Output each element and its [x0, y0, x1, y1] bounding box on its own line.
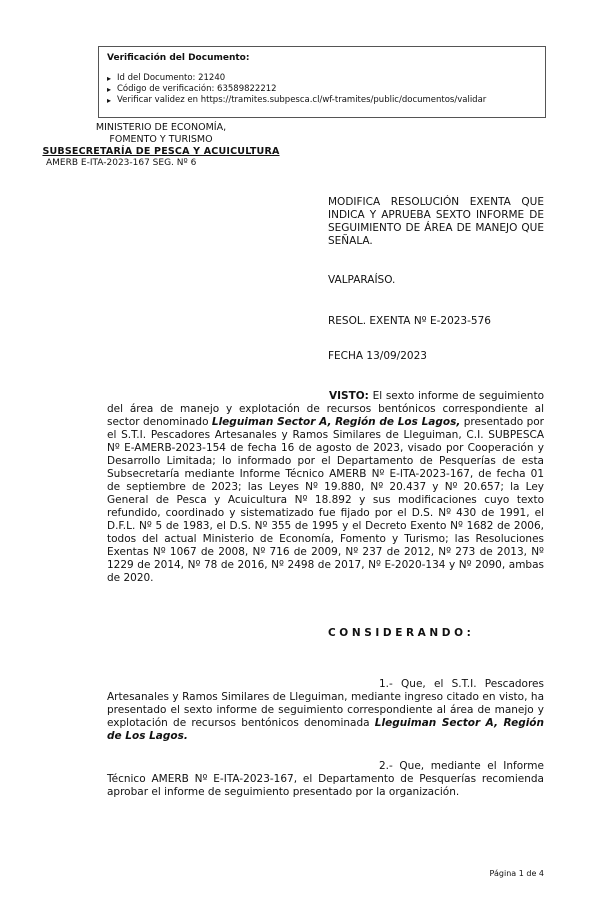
- amerb-reference: AMERB E-ITA-2023-167 SEG. Nº 6: [46, 158, 197, 168]
- visto-text-1: El sexto informe de seguimiento del área de manejo y explotación de recursos bentónicos correspondiente al sector denominado: [107, 390, 544, 428]
- verification-title: Verificación del Documento:: [107, 53, 250, 63]
- visto-text-2: presentado por el S.T.I. Pescadores Artesanales y Ramos Similares de Lleguiman, C.I. SUBPESCA Nº E-AMERB-2023-154 de fecha 16 de agosto de 2023, visado por Cooperación y Desarrollo Limitada; lo informado por el Departamento de Pesquerías de esta Subsecretaría mediante Informe Técnico AMERB Nº E-ITA-2023-167, de fecha 01 de septiembre de 2023; las Leyes Nº 19.880, Nº 20.437 y Nº 20.657; la Ley General de Pesca y Acuicultura Nº 18.892 y sus modificaciones cuyo texto refundido, coordinado y sistematizado fue fijado por el D.S. Nº 430 de 1991, el D.F.L. Nº 5 de 1983, el D.S. Nº 355 de 1995 y el Decreto Exento Nº 1682 de 2006, todos del actual Ministerio de Economía, Fomento y Turismo; las Resoluciones Exentas Nº 1067 de 2008, Nº 716 de 2009, Nº 237 de 2012, Nº 273 de 2013, Nº 1229 de 2014, Nº 78 de 2016, Nº 2498 de 2017, Nº E-2020-134 y Nº 2090, ambas de 2020.: [107, 416, 544, 584]
- resolution-place: VALPARAÍSO.: [328, 274, 396, 286]
- page-number: Página 1 de 4: [489, 869, 544, 878]
- resolution-title: MODIFICA RESOLUCIÓN EXENTA QUE INDICA Y APRUEBA SEXTO INFORME DE SEGUIMIENTO DE ÁREA DE MANEJO QUE SEÑALA.: [328, 196, 544, 247]
- verification-box: [98, 46, 546, 118]
- subsecretaria-heading: SUBSECRETARÍA DE PESCA Y ACUICULTURA: [42, 146, 280, 157]
- visto-label: VISTO:: [329, 390, 369, 402]
- verification-item-id: ▸ Id del Documento: 21240: [107, 73, 537, 84]
- visto-sector: Lleguiman Sector A, Región de Los Lagos,: [211, 416, 461, 428]
- ministry-line-2: FOMENTO Y TURISMO: [109, 134, 213, 145]
- resolution-number: RESOL. EXENTA Nº E-2023-576: [328, 315, 491, 327]
- verification-item-url[interactable]: ▸ Verificar validez en https://tramites.subpesca.cl/wf-tramites/public/documentos/validar: [107, 95, 537, 106]
- ministry-line-1: MINISTERIO DE ECONOMÍA,: [95, 122, 227, 133]
- resolution-date: FECHA 13/09/2023: [328, 350, 427, 362]
- considerando-item-1: [107, 678, 544, 743]
- visto-paragraph: [107, 390, 544, 585]
- ministry-header: [36, 122, 286, 158]
- considerando-heading: CONSIDERANDO:: [328, 627, 475, 639]
- considerando-item-2: 2.- Que, mediante el Informe Técnico AMERB Nº E-ITA-2023-167, el Departamento de Pesquerías recomienda aprobar el informe de seguimiento presentado por la organización.: [107, 760, 544, 798]
- verification-list: [107, 73, 537, 106]
- considerando-item-1-text: 1.- Que, el S.T.I. Pescadores Artesanales y Ramos Similares de Lleguiman, mediante ingreso citado en visto, ha presentado el sexto informe de seguimiento correspondiente al área de manejo y explotación de recursos bentónicos denominada: [107, 678, 544, 729]
- considerando-item-1-sector: Lleguiman Sector A, Región de Los Lagos.: [107, 717, 544, 742]
- verification-item-code: ▸ Código de verificación: 63589822212: [107, 84, 537, 95]
